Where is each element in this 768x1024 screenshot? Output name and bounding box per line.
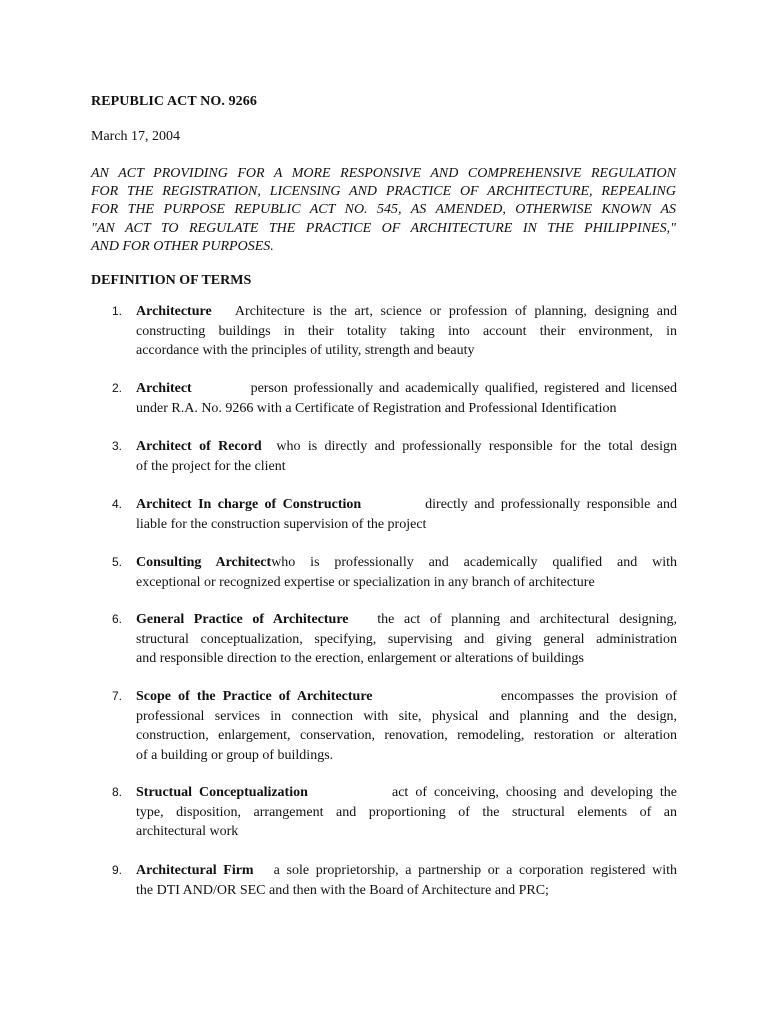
document-date: March 17, 2004 — [91, 129, 181, 144]
definition-body — [136, 553, 677, 592]
definition-text: construction, enlargement, conservation, renovation, remodeling, restoration or alteration — [136, 728, 677, 743]
definition-body — [136, 861, 677, 900]
definition-term: Architect — [136, 381, 192, 396]
definition-text: liable for the construction supervision of the project — [136, 516, 427, 532]
definition-text: who is directly and professionally responsible for the total design — [276, 439, 677, 454]
definition-text: the act of planning and architectural designing, — [377, 612, 678, 627]
preamble-line: FOR THE REGISTRATION, LICENSING AND PRACTICE OF ARCHITECTURE, REPEALING — [91, 184, 676, 200]
definition-term: Architect In charge of Construction — [136, 497, 362, 512]
definition-text: constructing buildings in their totality taking into account their environment, in — [136, 323, 677, 339]
section-title: DEFINITION OF TERMS — [91, 273, 252, 288]
document-title: REPUBLIC ACT NO. 9266 — [91, 94, 257, 109]
definition-text: architectural work — [136, 824, 239, 839]
preamble-line: AND FOR OTHER PURPOSES. — [91, 238, 274, 254]
definition-text: the DTI AND/OR SEC and then with the Board of Architecture and PRC; — [136, 882, 549, 898]
definition-text: type, disposition, arrangement and proportioning of the structural elements of an — [136, 804, 677, 820]
definition-term: General Practice of Architecture — [136, 612, 349, 627]
definition-body — [136, 302, 677, 361]
definition-text: a sole proprietorship, a partnership or a corporation registered with — [273, 863, 677, 878]
definition-text: directly and professionally responsible and — [425, 497, 677, 512]
preamble-line: AN ACT PROVIDING FOR A MORE RESPONSIVE AND COMPREHENSIVE REGULATION — [91, 166, 676, 181]
item-number: 7. — [112, 689, 123, 703]
item-number: 9. — [112, 863, 123, 877]
definition-term: Structual Conceptualization — [136, 785, 308, 800]
definition-term: Architecture — [136, 304, 212, 319]
item-number: 5. — [112, 555, 123, 569]
definition-text: exceptional or recognized expertise or specialization in any branch of architecture — [136, 574, 595, 590]
definition-term: Architect of Record — [136, 439, 262, 454]
definition-text: professional services in connection with site, physical and planning and the design, — [136, 708, 677, 724]
preamble-line: "AN ACT TO REGULATE THE PRACTICE OF ARCHITECTURE IN THE PHILIPPINES," — [91, 220, 676, 236]
definition-text: encompasses the provision of — [500, 689, 677, 704]
definition-term: Architectural Firm — [136, 863, 254, 878]
definition-body — [136, 437, 677, 476]
item-number: 1. — [112, 304, 123, 318]
definition-text: of a building or group of buildings. — [136, 747, 334, 763]
act-preamble — [91, 165, 676, 256]
item-number: 8. — [112, 785, 123, 799]
preamble-line: FOR THE PURPOSE REPUBLIC ACT NO. 545, AS AMENDED, OTHERWISE KNOWN AS — [91, 202, 676, 218]
definition-text: structural conceptualization, specifying, supervising and giving general administration — [136, 631, 677, 647]
definition-body — [136, 783, 677, 842]
definition-text: under R.A. No. 9266 with a Certificate of Registration and Professional Identification — [136, 400, 617, 416]
item-number: 4. — [112, 497, 123, 511]
definition-text: person professionally and academically qualified, registered and licensed — [250, 381, 678, 396]
definition-text: who is professionally and academically qualified and with — [271, 555, 677, 570]
definition-text: of the project for the client — [136, 458, 286, 474]
definition-body — [136, 687, 677, 765]
item-number: 3. — [112, 439, 123, 453]
item-number: 6. — [112, 612, 123, 626]
definition-text: act of conceiving, choosing and developing the — [392, 785, 678, 800]
definition-text: accordance with the principles of utility, strength and beauty — [136, 343, 475, 358]
definition-body — [136, 495, 677, 534]
definition-body — [136, 610, 677, 669]
definition-text: and responsible direction to the erection, enlargement or alterations of buildings — [136, 651, 584, 666]
definition-text: Architecture is the art, science or profession of planning, designing and — [234, 304, 678, 319]
definition-term: Scope of the Practice of Architecture — [136, 689, 373, 704]
definition-body — [136, 379, 677, 418]
definition-term: Consulting Architect — [136, 555, 272, 570]
item-number: 2. — [112, 381, 123, 395]
